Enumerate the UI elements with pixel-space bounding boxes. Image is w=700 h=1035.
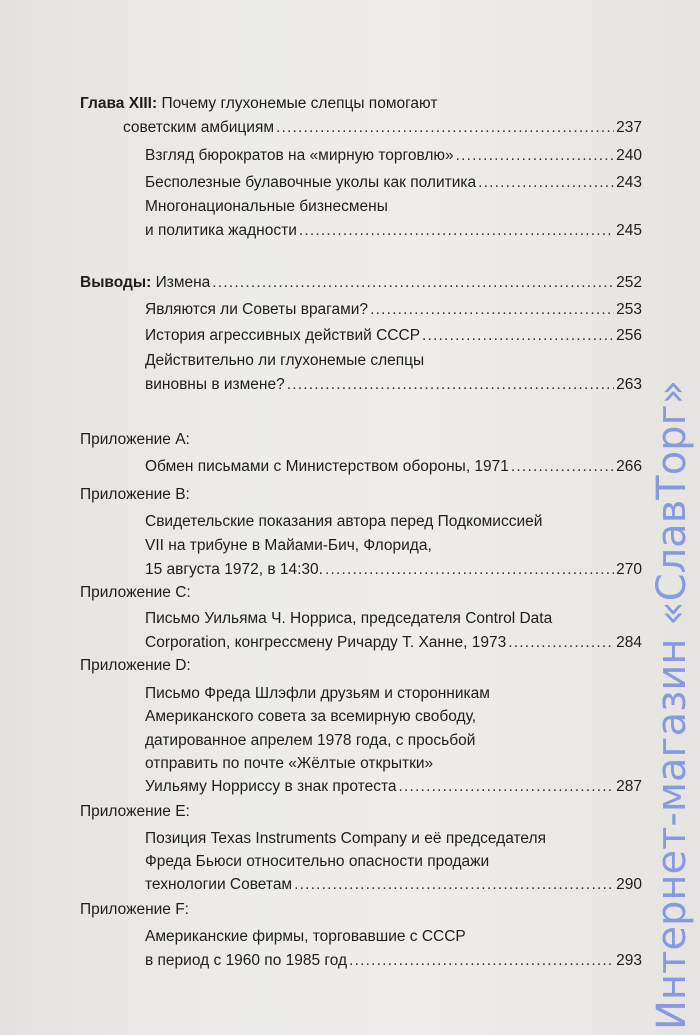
toc-entry-appendix-b[interactable] (145, 559, 642, 580)
toc-entry-appendix-e[interactable] (145, 874, 642, 895)
page-number: 245 (616, 222, 642, 239)
chapter-13-title-line1: Почему глухонемые слепцы помогают (161, 95, 438, 112)
leader-dots (422, 325, 614, 346)
entry-title: Обмен письмами с Министерством обороны, 1971 (145, 458, 509, 475)
page-number: 240 (616, 147, 642, 164)
leader-dots (508, 632, 614, 653)
entry-title-line: отправить по почте «Жёлтые открытки» (145, 755, 434, 772)
entry-title-line1: Многонациональные бизнесмены (145, 198, 388, 215)
leader-dots (456, 145, 615, 166)
entry-title-line: Письмо Фреда Шлэфли друзьям и сторонникам (145, 685, 490, 702)
entry-title-line: Американские фирмы, торговавшие с СССР (145, 928, 466, 945)
entry-title: виновны в измене? (145, 376, 285, 393)
entry-title: Являются ли Советы врагами? (145, 301, 369, 318)
toc-entry-chapter-13[interactable] (123, 117, 642, 138)
leader-dots (399, 776, 615, 797)
page-number: 270 (616, 561, 642, 578)
leader-dots (299, 220, 614, 241)
leader-dots (478, 172, 614, 193)
entry-title-line: VII на трибуне в Майами-Бич, Флорида, (145, 537, 432, 554)
appendix-d-label: Приложение D: (80, 657, 191, 674)
entry-title-line: Позиция Texas Instruments Company и её председателя (145, 830, 546, 847)
leader-dots (287, 374, 614, 395)
chapter-13-title-line2: советским амбициям (123, 119, 275, 136)
entry-title-line: Фреда Бьюси относительно опасности продажи (145, 853, 490, 870)
page-number: 263 (616, 376, 642, 393)
entry-title-line: Американского совета за всемирную свободу, (145, 708, 477, 725)
toc-entry[interactable] (145, 172, 642, 193)
watermark-text: Интернет-магазин «СлавТорг» (649, 379, 695, 1030)
page-number: 237 (616, 119, 642, 136)
toc-entry[interactable] (145, 220, 642, 241)
entry-title: технологии Советам (145, 876, 293, 893)
toc-entry[interactable] (145, 145, 642, 166)
toc-entry-appendix-a[interactable] (145, 456, 642, 477)
appendix-b-label: Приложение B: (80, 486, 190, 503)
store-watermark (625, 290, 695, 1030)
page-number: 290 (616, 876, 642, 893)
page-number: 252 (616, 274, 642, 291)
entry-title: 15 августа 1972, в 14:30. (145, 561, 323, 578)
entry-title-line1: Действительно ли глухонемые слепцы (145, 352, 425, 369)
toc-entry[interactable] (145, 299, 642, 320)
toc-entry-appendix-d[interactable] (145, 776, 642, 797)
leader-dots (325, 559, 614, 580)
conclusions-title: Измена (155, 274, 211, 291)
entry-title: в период с 1960 по 1985 год (145, 952, 348, 969)
page-number: 256 (616, 327, 642, 344)
entry-title-line: датированное апрелем 1978 года, с просьбой (145, 732, 476, 749)
entry-title: История агрессивных действий СССР (145, 327, 421, 344)
toc-entry[interactable] (145, 374, 642, 395)
chapter-13-label: Глава XIII: (80, 95, 158, 112)
leader-dots (276, 117, 614, 138)
appendix-c-label: Приложение C: (80, 584, 191, 601)
appendix-e-label: Приложение E: (80, 803, 190, 820)
page-number: 243 (616, 174, 642, 191)
entry-title-line: Письмо Уильяма Ч. Норриса, председателя Control Data (145, 610, 553, 627)
page-number: 287 (616, 778, 642, 795)
leader-dots (349, 950, 614, 971)
page-number: 266 (616, 458, 642, 475)
page-number: 253 (616, 301, 642, 318)
entry-title: и политика жадности (145, 222, 297, 239)
leader-dots (212, 272, 614, 293)
entry-title: Corporation, конгрессмену Ричарду Т. Ханне, 1973 (145, 634, 507, 651)
conclusions-label: Выводы: (80, 274, 152, 291)
toc-entry-appendix-c[interactable] (145, 632, 642, 653)
page-number: 293 (616, 952, 642, 969)
toc-entry-appendix-f[interactable] (145, 950, 642, 971)
entry-title: Бесполезные булавочные уколы как политика (145, 174, 477, 191)
entry-title: Взгляд бюрократов на «мирную торговлю» (145, 147, 454, 164)
entry-title: Уильяму Норриссу в знак протеста (145, 778, 397, 795)
appendix-a-label: Приложение A: (80, 431, 190, 448)
leader-dots (511, 456, 614, 477)
page-number: 284 (616, 634, 642, 651)
appendix-f-label: Приложение F: (80, 901, 189, 918)
chapter-13-heading-line1 (80, 93, 437, 114)
entry-title-line: Свидетельские показания автора перед Подкомиссией (145, 513, 543, 530)
leader-dots (370, 299, 614, 320)
toc-entry-conclusions[interactable] (80, 272, 642, 293)
toc-entry[interactable] (145, 325, 642, 346)
leader-dots (294, 874, 614, 895)
